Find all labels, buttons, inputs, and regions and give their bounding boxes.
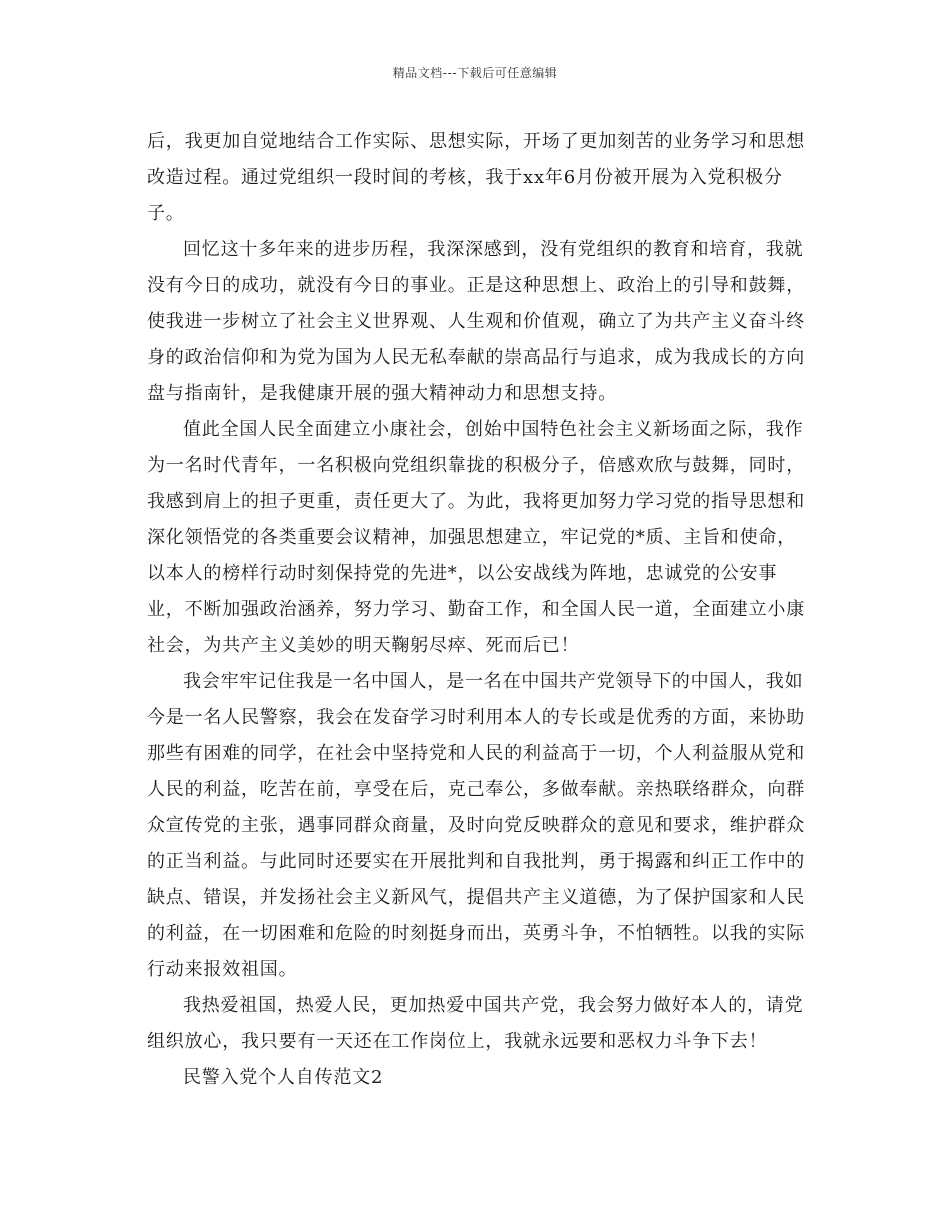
text-line: 没有今日的成功，就没有今日的事业。正是这种思想上、政治上的引导和鼓舞， <box>147 275 805 296</box>
text-line: 使我进一步树立了社会主义世界观、人生观和价值观，确立了为共产主义奋斗终 <box>147 311 805 332</box>
text-line: 为一名时代青年，一名积极向党组织靠拢的积极分子，倍感欢欣与鼓舞，同时， <box>147 455 805 476</box>
text-line: 行动来报效祖国。 <box>147 959 298 980</box>
text-line: 人民的利益，吃苦在前，享受在后，克己奉公，多做奉献。亲热联络群众，向群 <box>147 779 805 800</box>
text-line: 子。 <box>147 203 185 224</box>
text-line: 我感到肩上的担子更重，责任更大了。为此，我将更加努力学习党的指导思想和 <box>147 491 805 512</box>
text-line: 改造过程。通过党组织一段时间的考核，我于xx年6月份被开展为入党积极分 <box>147 167 783 188</box>
text-line: 后，我更加自觉地结合工作实际、思想实际，开场了更加刻苦的业务学习和思想 <box>147 131 805 152</box>
text-line: 的正当利益。与此同时还要实在开展批判和自我批判，勇于揭露和纠正工作中的 <box>147 851 805 872</box>
text-line: 组织放心，我只要有一天还在工作岗位上，我就永远要和恶权力斗争下去！ <box>147 1031 768 1052</box>
document-body <box>147 124 803 1096</box>
text-line: 缺点、错误，并发扬社会主义新风气，提倡共产主义道德，为了保护国家和人民 <box>147 887 805 908</box>
text-line: 我热爱祖国，热爱人民，更加热爱中国共产党，我会努力做好本人的，请党 <box>183 995 804 1016</box>
text-line: 民警入党个人自传范文2 <box>183 1067 384 1088</box>
text-line: 那些有困难的同学，在社会中坚持党和人民的利益高于一切，个人利益服从党和 <box>147 743 805 764</box>
text-line: 盘与指南针，是我健康开展的强大精神动力和思想支持。 <box>147 383 617 404</box>
text-line: 社会，为共产主义美妙的明天鞠躬尽瘁、死而后已！ <box>147 635 580 656</box>
body-text <box>147 124 803 1096</box>
text-line: 今是一名人民警察，我会在发奋学习时利用本人的专长或是优秀的方面，来协助 <box>147 707 805 728</box>
text-line: 深化领悟党的各类重要会议精神，加强思想建立，牢记党的*质、主旨和使命， <box>147 527 796 548</box>
text-line: 业，不断加强政治涵养，努力学习、勤奋工作，和全国人民一道，全面建立小康 <box>147 599 805 620</box>
text-line: 值此全国人民全面建立小康社会，创始中国特色社会主义新场面之际，我作 <box>183 419 804 440</box>
page-header: 精品文档---下载后可任意编辑 <box>392 66 558 80</box>
text-line: 以本人的榜样行动时刻保持党的先进*，以公安战线为阵地，忠诚党的公安事 <box>147 563 778 584</box>
text-line: 的利益，在一切困难和危险的时刻挺身而出，英勇斗争，不怕牺牲。以我的实际 <box>147 923 805 944</box>
text-line: 我会牢牢记住我是一名中国人，是一名在中国共产党领导下的中国人，我如 <box>183 671 804 692</box>
text-line: 身的政治信仰和为党为国为人民无私奉献的崇高品行与追求，成为我成长的方向 <box>147 347 805 368</box>
text-line: 众宣传党的主张，遇事同群众商量，及时向党反映群众的意见和要求，维护群众 <box>147 815 805 836</box>
text-line: 回忆这十多年来的进步历程，我深深感到，没有党组织的教育和培育，我就 <box>183 239 804 260</box>
